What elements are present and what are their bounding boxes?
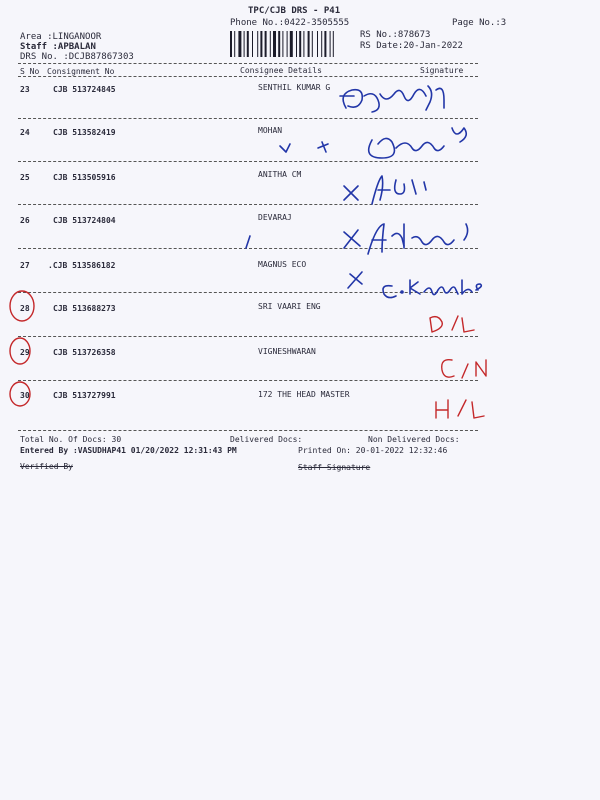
entered-by: Entered By :VASUDHAP41 01/20/2022 12:31:43 PM xyxy=(20,446,237,455)
phone-number: Phone No.:0422-3505555 xyxy=(230,18,350,28)
row-consignment: CJB 513724804 xyxy=(53,216,116,225)
row-sno: 25 xyxy=(20,173,30,182)
printed-on: Printed On: 20-01-2022 12:32:46 xyxy=(298,446,448,455)
header-divider-top xyxy=(18,63,478,64)
signature-row-27 xyxy=(348,272,481,298)
column-header-consignment: Consignment No xyxy=(47,67,115,76)
staff-signature: Staff Signature xyxy=(298,463,371,472)
row-consignment: CJB 513727991 xyxy=(53,391,116,400)
row-consignment: CJB 513582419 xyxy=(53,128,116,137)
non-delivered-docs: Non Delivered Docs: xyxy=(368,435,460,444)
row-divider xyxy=(18,161,478,162)
area-label: Area :LINGANOOR xyxy=(20,32,102,42)
row-sno: 26 xyxy=(20,216,30,225)
row-consignee: ANITHA CM xyxy=(258,170,302,179)
row-consignee: SENTHIL KUMAR G xyxy=(258,83,331,92)
mark-dl xyxy=(430,316,474,332)
header-divider-bottom xyxy=(18,76,478,77)
signature-row-23 xyxy=(340,86,444,112)
column-header-signature: Signature xyxy=(420,66,464,75)
row-divider xyxy=(18,336,478,337)
rs-date: RS Date:20-Jan-2022 xyxy=(360,41,463,51)
drs-number: DRS No. :DCJB87867303 xyxy=(20,52,134,62)
row-consignment: CJB 513505916 xyxy=(53,173,116,182)
row-sno: 24 xyxy=(20,128,30,137)
mark-cn xyxy=(442,360,486,378)
row-consignment: .CJB 513586182 xyxy=(48,261,116,270)
row-divider xyxy=(18,248,478,249)
row-sno: 30 xyxy=(20,391,30,400)
page-number: Page No.:3 xyxy=(452,18,507,28)
row-consignment: CJB 513688273 xyxy=(53,304,116,313)
row-divider xyxy=(18,118,478,119)
row-consignee: VIGNESHWARAN xyxy=(258,347,316,356)
row-consignee: MAGNUS ECO xyxy=(258,260,307,269)
signature-row-25 xyxy=(344,176,426,204)
row-divider xyxy=(18,430,478,431)
verified-by: Verified By xyxy=(20,462,73,471)
row-divider xyxy=(18,380,478,381)
document-title: TPC/CJB DRS - P41 xyxy=(248,6,341,16)
row-sno: 27 xyxy=(20,261,30,270)
row-divider xyxy=(18,204,478,205)
row-consignment: CJB 513726358 xyxy=(53,348,116,357)
delivered-docs: Delivered Docs: xyxy=(230,435,303,444)
mark-hl xyxy=(436,400,484,418)
row-sno: 29 xyxy=(20,348,30,357)
row-consignee: MOHAN xyxy=(258,126,283,135)
row-sno: 28 xyxy=(20,304,30,313)
rs-number: RS No.:878673 xyxy=(360,30,431,40)
barcode-image xyxy=(228,30,354,58)
column-header-consignee: Consignee Details xyxy=(240,66,322,75)
row-consignee: 172 THE HEAD MASTER xyxy=(258,390,350,399)
column-header-sno: S No xyxy=(20,67,40,76)
signature-row-26 xyxy=(246,224,468,254)
staff-label: Staff :APBALAN xyxy=(20,42,96,52)
total-docs: Total No. Of Docs: 30 xyxy=(20,435,122,444)
row-sno: 23 xyxy=(20,85,30,94)
row-consignee: DEVARAJ xyxy=(258,213,292,222)
row-consignment: CJB 513724845 xyxy=(53,85,116,94)
row-divider xyxy=(18,292,478,293)
signature-row-24 xyxy=(280,128,466,158)
row-consignee: SRI VAARI ENG xyxy=(258,302,321,311)
